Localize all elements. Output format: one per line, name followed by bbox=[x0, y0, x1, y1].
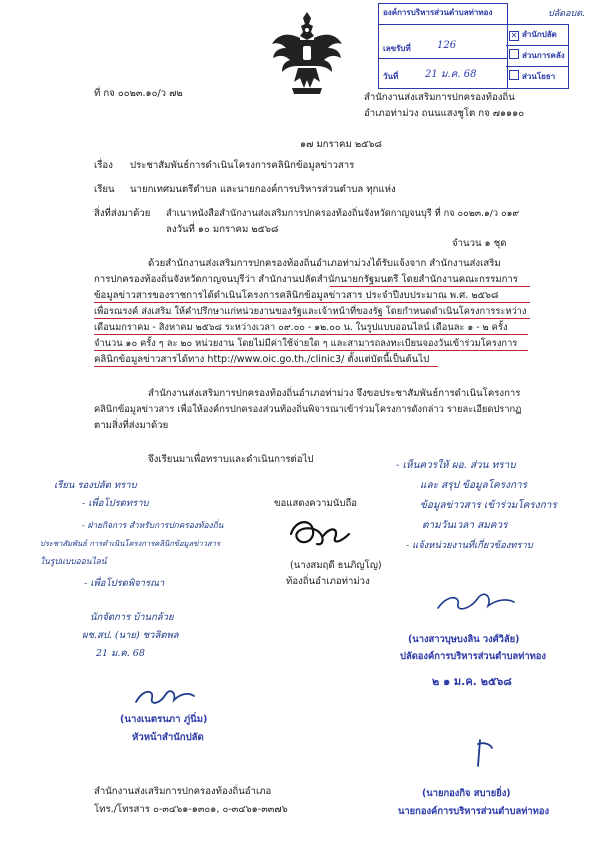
signer-name: (นางสมฤดี ธนภิญโญ) bbox=[290, 560, 382, 571]
routing-option-2: ส่วนการคลัง bbox=[509, 49, 565, 62]
note-line: ข้อมูลข่าวสาร เข้าร่วมโครงการ bbox=[420, 500, 557, 511]
stamp-right-1-date: ๒ ๑ ม.ค. ๒๕๖๘ bbox=[432, 675, 512, 688]
signature-image bbox=[430, 586, 520, 616]
doc-date: ๑๗ มกราคม ๒๕๖๘ bbox=[300, 139, 382, 150]
underline-mark bbox=[94, 302, 530, 303]
body-line: คลินิกข้อมูลข่าวสาร เพื่อให้องค์กรปกครองส่วนท้องถิ่นพิจารณาเข้าร่วมโครงการดังกล่าว รายละเอียดปรากฏ bbox=[94, 404, 522, 415]
body-line: เพื่อรณรงค์ ส่งเสริม ให้คำปรึกษาแก่หน่วยงานของรัฐและเจ้าหน้าที่ของรัฐ โดยกำหนดดำเนินโครงการระหว่าง bbox=[94, 306, 527, 317]
stamp-right-2-title: นายกองค์การบริหารส่วนตำบลท่าทอง bbox=[398, 806, 550, 817]
signer-title: ท้องถิ่นอำเภอท่าม่วง bbox=[286, 576, 370, 587]
body-line: สำนักงานส่งเสริมการปกครองท้องถิ่นอำเภอท่าม่วง จึงขอประชาสัมพันธ์การดำเนินโครงการ bbox=[148, 388, 521, 399]
to-recipients: นายกเทศมนตรีตำบล และนายกองค์การบริหารส่วนตำบล ทุกแห่ง bbox=[130, 184, 396, 195]
routing-option-3: ส่วนโยธา bbox=[509, 70, 555, 83]
body-line-url[interactable]: คลินิกข้อมูลข่าวสารได้ทาง http://www.oic.go.th./clinic3/ ตั้งแต่บัดนี้เป็นต้นไป bbox=[94, 354, 430, 365]
body-line: การปกครองท้องถิ่นจังหวัดกาญจนบุรีว่า สำนักงานปลัดสำนักนายกรัฐมนตรี โดยสำนักงานคณะกรรมการ bbox=[94, 274, 518, 285]
note-line: - ฝ่ายกิจการ สำหรับการปกครองท้องถิ่น bbox=[82, 520, 224, 530]
body-paragraph-2 bbox=[94, 386, 534, 434]
closing: ขอแสดงความนับถือ bbox=[274, 498, 358, 509]
underline-mark bbox=[330, 286, 530, 287]
routing-box bbox=[506, 24, 569, 89]
from-org: สำนักงานส่งเสริมการปกครองท้องถิ่น bbox=[364, 92, 515, 103]
subject-label: เรื่อง bbox=[94, 160, 113, 171]
checkbox-icon bbox=[509, 70, 519, 80]
note-line: - เห็นควรให้ ผอ. ส่วน ทราบ bbox=[396, 460, 516, 471]
note-line: เรียน รองปลัด ทราบ bbox=[54, 480, 137, 491]
doc-number: ที่ กจ ๐๐๒๓.๑๐/ว ๗๒ bbox=[94, 88, 183, 99]
attachment-line-1: สำเนาหนังสือสำนักงานส่งเสริมการปกครองท้องถิ่นจังหวัดกาญจนบุรี ที่ กจ ๐๐๒๓.๑/ว ๐๑๙ bbox=[166, 208, 520, 219]
stamp-corner-note: ปลัดอบต. bbox=[548, 9, 585, 19]
stamp-right-1-title: ปลัดองค์การบริหารส่วนตำบลท่าทอง bbox=[400, 651, 546, 662]
stamp-left-name: (นางเนตรนภา ภู่นิ่ม) bbox=[120, 714, 208, 725]
body-line: ข้อมูลข่าวสารของราชการได้ดำเนินโครงการคลินิกข้อมูลข่าวสาร ประจำปีงบประมาณ พ.ศ. ๒๕๖๘ bbox=[94, 290, 499, 301]
footer-org: สำนักงานส่งเสริมการปกครองท้องถิ่นอำเภอ bbox=[94, 786, 272, 797]
underline-mark bbox=[94, 334, 528, 335]
body-paragraph-3: จึงเรียนมาเพื่อทราบและดำเนินการต่อไป bbox=[148, 454, 314, 465]
note-line: ในรูปแบบออนไลน์ bbox=[40, 556, 107, 566]
underline-mark bbox=[94, 318, 530, 319]
stamp-right-2-name: (นายกองกิจ สบายยิ่ง) bbox=[422, 788, 511, 799]
footer-phone: โทร./โทรสาร ๐-๓๔๖๑-๑๓๐๑, ๐-๓๔๖๑-๓๓๗๖ bbox=[94, 804, 288, 815]
stamp-right-1-name: (นางสาวบุษบงลิน วงศ์วิลัย) bbox=[408, 634, 520, 645]
receive-no-value: 126 bbox=[437, 40, 457, 51]
attachment-line-2: ลงวันที่ ๑๐ มกราคม ๒๕๖๘ bbox=[166, 224, 279, 235]
receive-stamp bbox=[378, 3, 508, 89]
note-line: และ สรุป ข้อมูลโครงการ bbox=[420, 480, 528, 491]
stamp-left-title: หัวหน้าสำนักปลัด bbox=[132, 732, 204, 743]
receive-stamp-org: องค์การบริหารส่วนตำบลท่าทอง bbox=[383, 8, 493, 17]
subject: ประชาสัมพันธ์การดำเนินโครงการคลินิกข้อมูลข่าวสาร bbox=[130, 160, 355, 171]
note-line: - เพื่อโปรดพิจารณา bbox=[84, 578, 165, 589]
checkbox-icon bbox=[509, 49, 519, 59]
receive-date-label: วันที่ bbox=[383, 72, 399, 81]
from-address: อำเภอท่าม่วง ถนนแสงชูโต กจ ๗๑๑๑๐ bbox=[364, 108, 525, 119]
garuda-emblem bbox=[270, 8, 344, 96]
receive-date-value: 21 ม.ค. 68 bbox=[425, 69, 477, 80]
body-line: เดือนมกราคม - สิงหาคม ๒๕๖๘ ระหว่างเวลา ๐๙.๐๐ - ๑๒.๐๐ น. ในรูปแบบออนไลน์ เดือนละ ๑ - ๒ ครั้ง bbox=[94, 322, 508, 333]
checkbox-checked-icon: ✕ bbox=[510, 31, 518, 40]
body-line: จำนวน ๑๐ ครั้ง ๆ ละ ๒๐ หน่วยงาน โดยไม่มีค่าใช้จ่ายใด ๆ และสามารถลงทะเบียนจองวันเข้าร่วมโครงการ bbox=[94, 338, 518, 349]
note-line: ประชาสัมพันธ์ การดำเนินโครงการคลินิกข้อมูลข่าวสาร bbox=[40, 539, 220, 548]
note-signoff-line: นักจัดการ บ้านกล้วย bbox=[90, 612, 174, 623]
receive-no-label: เลขรับที่ bbox=[383, 44, 411, 53]
body-line: ด้วยสำนักงานส่งเสริมการปกครองท้องถิ่นอำเภอท่าม่วงได้รับแจ้งจาก สำนักงานส่งเสริม bbox=[148, 258, 501, 269]
underline-mark bbox=[94, 350, 528, 351]
note-line: ตามวันเวลา สมควร bbox=[422, 520, 508, 531]
note-signoff-line: 21 ม.ค. 68 bbox=[96, 648, 145, 659]
attachment-label: สิ่งที่ส่งมาด้วย bbox=[94, 208, 151, 219]
body-line: ตามสิ่งที่ส่งมาด้วย bbox=[94, 420, 169, 431]
underline-mark bbox=[94, 366, 438, 367]
to-label: เรียน bbox=[94, 184, 115, 195]
signature-image bbox=[470, 736, 500, 770]
attachment-count: จำนวน ๑ ชุด bbox=[452, 238, 507, 249]
note-line: - เพื่อโปรดทราบ bbox=[82, 498, 149, 509]
note-signoff-line: ผช.สป. (นาย) ชวลิตพล bbox=[82, 630, 179, 641]
signature-image bbox=[130, 682, 200, 710]
routing-option-1: ✕ สำนักปลัด bbox=[510, 30, 557, 40]
note-line: - แจ้งหน่วยงานที่เกี่ยวข้องทราบ bbox=[406, 540, 533, 551]
signature-image bbox=[283, 512, 357, 552]
